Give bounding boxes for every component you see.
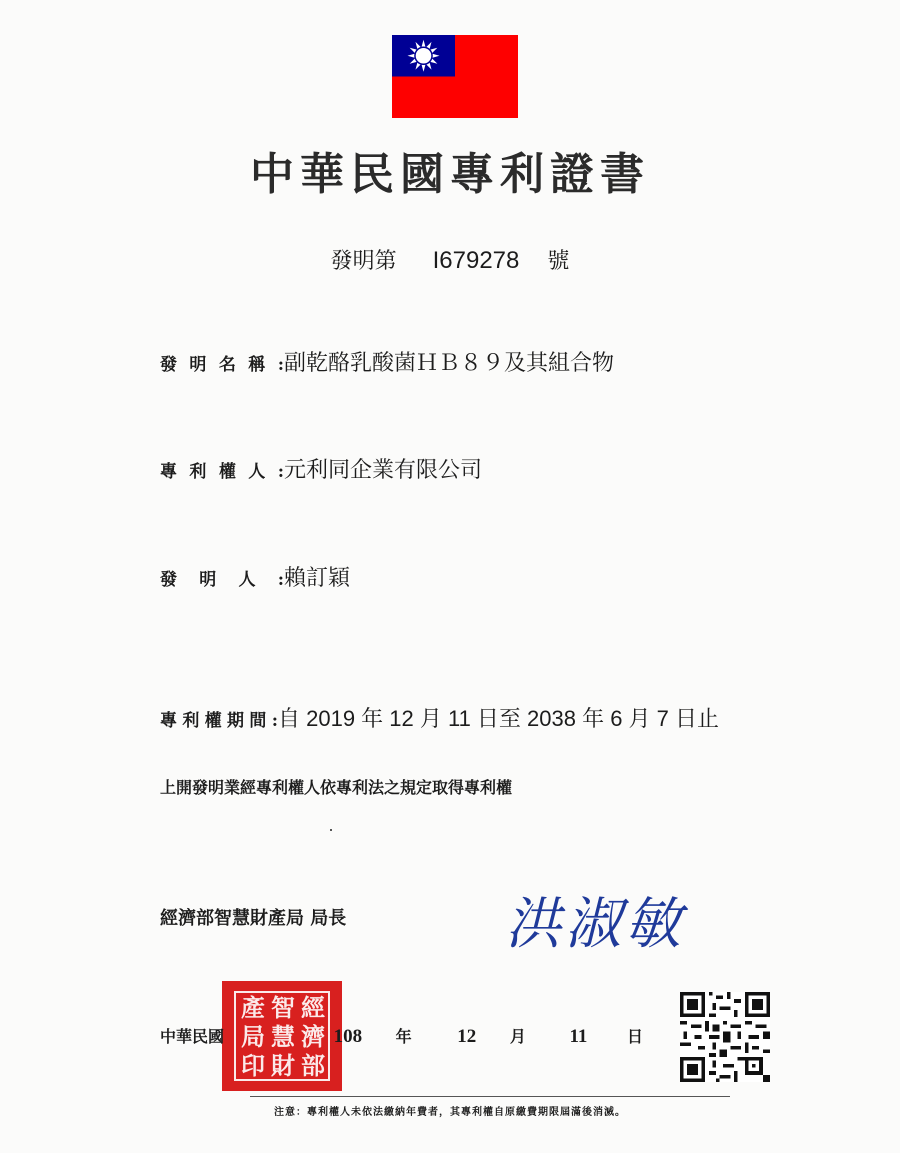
field-label: 專利權期間: <box>160 711 278 731</box>
director-title: 經濟部智慧財產局 局長 <box>160 908 347 929</box>
field-value: 賴訂穎 <box>284 566 351 591</box>
date-month: 12 <box>457 1026 477 1047</box>
field-value: 元利同企業有限公司 <box>284 458 483 483</box>
date-year-unit: 年 <box>395 1027 412 1046</box>
footer-note: 注意：專利權人未依法繳納年費者，其專利權自原繳費期限屆滿後消滅。 <box>274 1107 626 1118</box>
date-era: 中華民國 <box>160 1027 225 1046</box>
field-label: 發明名稱: <box>160 355 284 375</box>
patent-suffix: 號 <box>547 249 570 274</box>
patent-number: I679278 <box>432 247 520 274</box>
field-inventor <box>160 561 350 592</box>
seal-text: 產 智 經 局 慧 濟 印 財 部 <box>241 992 325 1081</box>
field-value: 自 2019 年 12 月 11 日至 2038 年 6 月 7 日止 <box>278 706 720 731</box>
qr-code-image <box>680 992 770 1082</box>
field-patent-term <box>160 702 719 733</box>
field-label: 專利權人: <box>160 462 284 482</box>
issue-date <box>160 1024 643 1048</box>
date-month-unit: 月 <box>509 1027 526 1046</box>
director-signature: 洪淑敏 <box>505 892 685 957</box>
speck <box>330 829 332 831</box>
field-invention-title <box>160 346 614 377</box>
field-patentee <box>160 453 482 484</box>
patent-prefix: 發明第 <box>330 249 397 274</box>
roc-flag-image <box>392 35 518 118</box>
certificate-title: 中華民國專利證書 <box>250 149 650 200</box>
grant-statement: 上開發明業經專利權人依專利法之規定取得專利權 <box>160 778 513 797</box>
patent-number-line <box>0 244 900 275</box>
date-day-unit: 日 <box>626 1027 643 1046</box>
field-label: 發明人: <box>160 570 284 590</box>
footer-divider <box>250 1096 730 1097</box>
date-year: 108 <box>333 1026 363 1047</box>
field-value: 副乾酪乳酸菌ＨＢ８９及其組合物 <box>284 351 615 376</box>
date-day: 11 <box>569 1026 588 1047</box>
